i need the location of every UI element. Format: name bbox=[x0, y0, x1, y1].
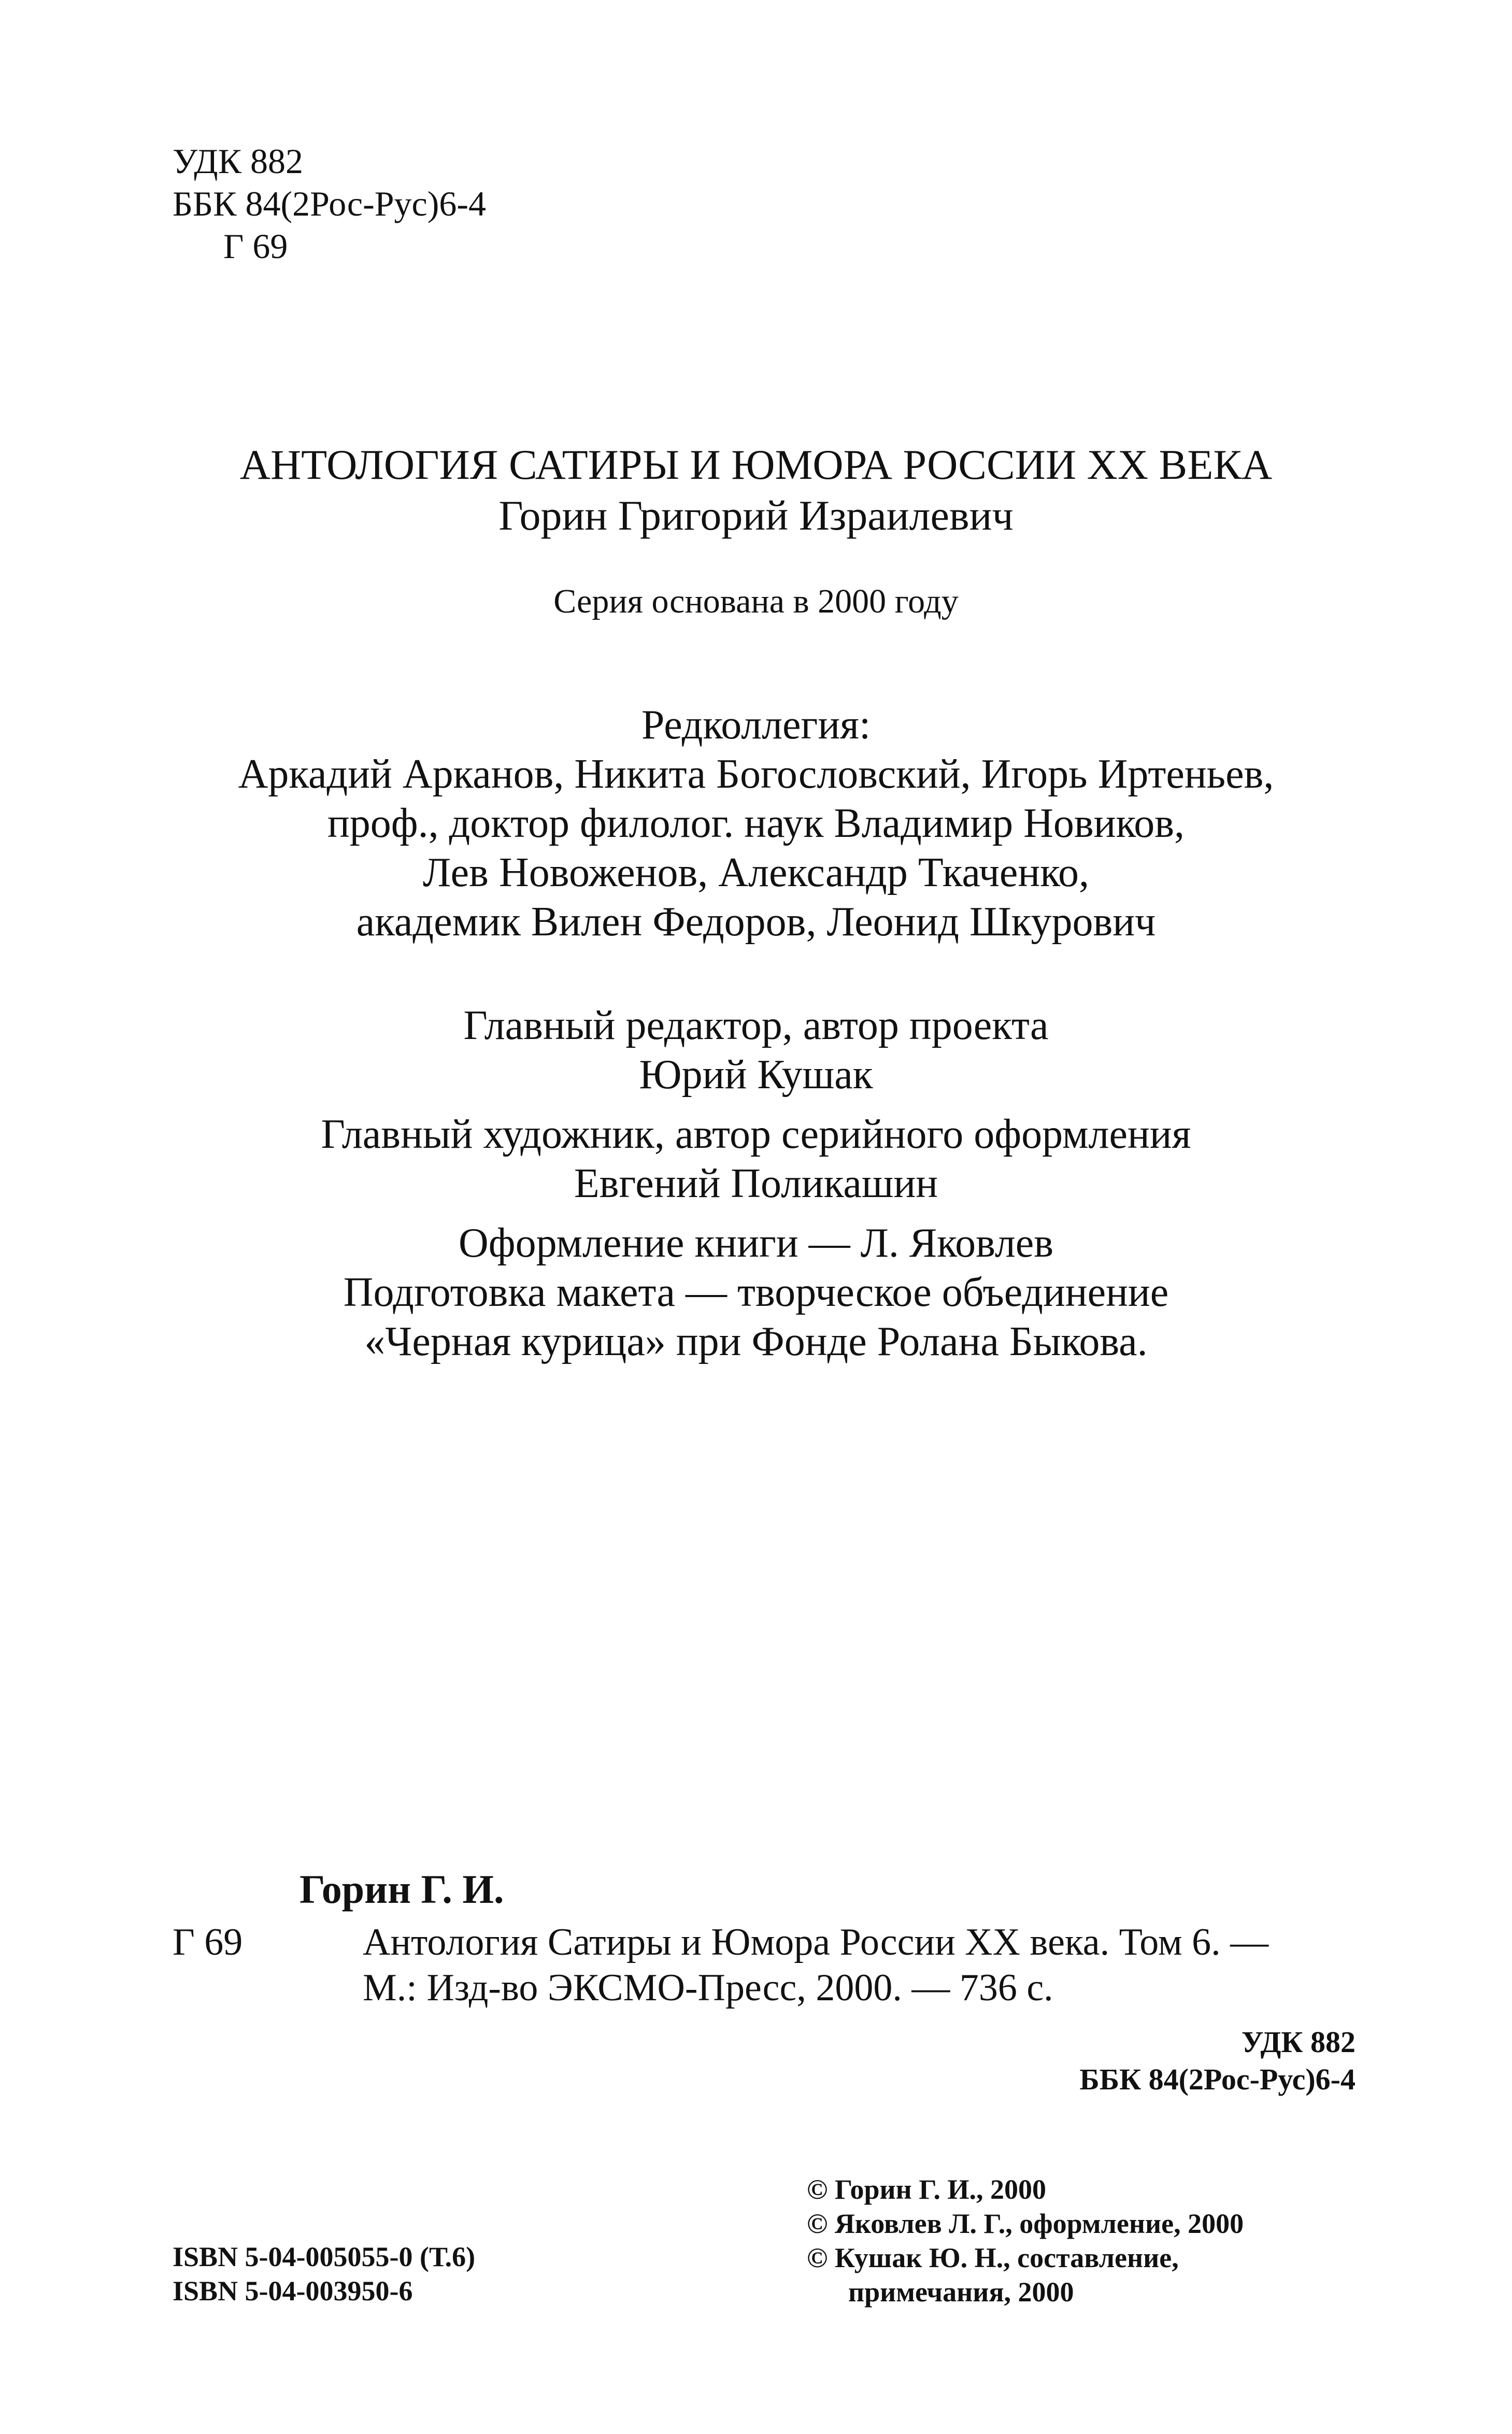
catalog-card-description-line: Антология Сатиры и Юмора России XX века. Том 6. — bbox=[363, 1921, 1269, 1963]
editorial-board-line: Лев Новоженов, Александр Ткаченко, bbox=[422, 850, 1090, 895]
chief-editor-role: Главный редактор, автор проекта bbox=[463, 1003, 1049, 1048]
book-design-line: Оформление книги — Л. Яковлев bbox=[458, 1220, 1054, 1266]
catalog-card-classification bbox=[1079, 2024, 1356, 2098]
series-title: АНТОЛОГИЯ САТИРЫ И ЮМОРА РОССИИ XX ВЕКА bbox=[239, 441, 1273, 488]
isbn-line: ISBN 5-04-005055-0 (Т.6) bbox=[173, 2241, 476, 2272]
editorial-board-line: Аркадий Арканов, Никита Богословский, Игорь Иртеньев, bbox=[238, 751, 1274, 797]
bbk-code: ББК 84(2Рос-Рус)6-4 bbox=[173, 184, 487, 223]
catalog-card-code: Г 69 bbox=[173, 1921, 243, 1963]
book-design-line: Подготовка макета — творческое объединение bbox=[343, 1270, 1169, 1315]
copyright-line: примечания, 2000 bbox=[848, 2276, 1074, 2308]
editorial-board-line: академик Вилен Федоров, Леонид Шкурович bbox=[356, 899, 1156, 945]
series-note: Серия основана в 2000 году bbox=[553, 582, 959, 620]
isbn-line: ISBN 5-04-003950-6 bbox=[173, 2275, 413, 2307]
catalog-card-udk: УДК 882 bbox=[1241, 2025, 1356, 2059]
catalog-card-bbk: ББК 84(2Рос-Рус)6-4 bbox=[1079, 2062, 1356, 2096]
catalog-card-description-line: М.: Изд-во ЭКСМО-Пресс, 2000. — 736 с. bbox=[363, 1967, 1053, 2009]
title-block bbox=[0, 439, 1512, 541]
chief-artist bbox=[0, 1110, 1512, 1208]
author-name: Горин Григорий Израилевич bbox=[498, 492, 1014, 539]
copyright-line: © Горин Г. И., 2000 bbox=[807, 2174, 1046, 2205]
copyright-line: © Кушак Ю. Н., составление, bbox=[807, 2242, 1179, 2273]
chief-editor bbox=[0, 1001, 1512, 1100]
isbn-block bbox=[173, 2240, 475, 2308]
book-design-line: «Черная курица» при Фонде Ролана Быкова. bbox=[364, 1319, 1148, 1364]
copyright-line: © Яковлев Л. Г., оформление, 2000 bbox=[807, 2208, 1244, 2239]
editorial-board-heading: Редколлегия: bbox=[641, 702, 871, 748]
book-design bbox=[0, 1219, 1512, 1367]
chief-editor-name: Юрий Кушак bbox=[639, 1052, 873, 1098]
catalog-card-description bbox=[363, 1919, 1268, 2011]
chief-artist-role: Главный художник, автор серийного оформления bbox=[321, 1112, 1191, 1157]
editorial-board bbox=[0, 701, 1512, 947]
classification-block bbox=[173, 140, 486, 267]
copyright-block bbox=[807, 2172, 1244, 2309]
author-mark: Г 69 bbox=[223, 226, 288, 266]
editorial-board-line: проф., доктор филолог. наук Владимир Новиков, bbox=[327, 801, 1185, 846]
chief-artist-name: Евгений Поликашин bbox=[574, 1161, 938, 1206]
udk-code: УДК 882 bbox=[173, 141, 304, 181]
catalog-card-author: Горин Г. И. bbox=[299, 1867, 504, 1912]
